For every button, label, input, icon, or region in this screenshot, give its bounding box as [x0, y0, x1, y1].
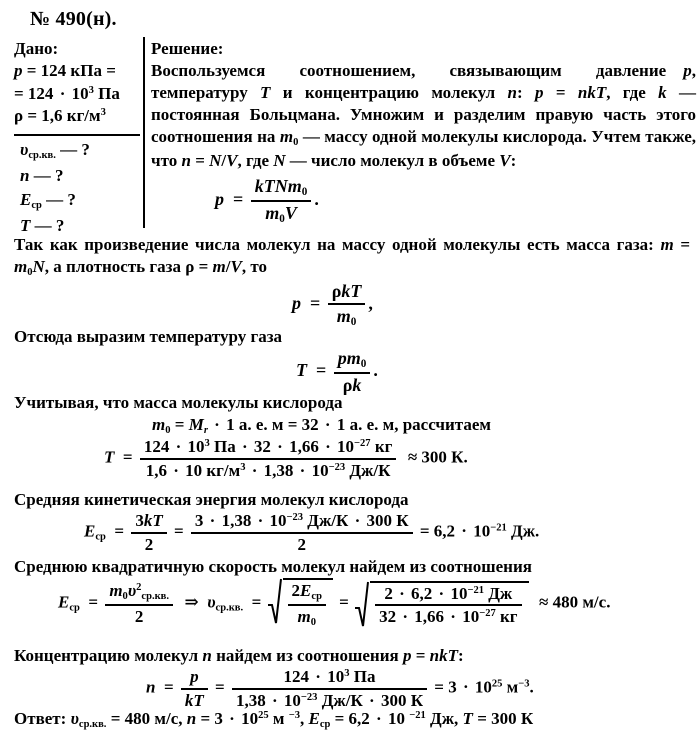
paragraph-oxygen-mass: Учитывая, что масса молекулы кислорода	[14, 393, 343, 412]
formula-mean-energy: $E_{ср}$ = $\frac{3kT}{2}$ = $\frac{3 \cdot 1,38 \cdot 10^{-23} Дж/К \cdot 300 К}{2}$ = $6,2 \cdot 10^{-21}$ Дж.	[84, 511, 540, 554]
formula-concentration: n = $\frac{p}{kT}$ = $\frac{124 \cdot 10^3 Па}{1,38 \cdot 10^{-23} Дж/К \cdot 300 К}$ = $3 \cdot 10^{25}$ $м^{-3}$.	[146, 667, 534, 710]
problem-number: № 490(н).	[30, 8, 117, 30]
find-item-concentration: n — ?	[20, 165, 64, 185]
radical-icon	[268, 578, 282, 624]
given-column	[14, 38, 143, 128]
find-item-energy: $E_{ср}$ — ?	[20, 190, 76, 211]
paragraph-express-temperature: Отсюда выразим температуру газа	[14, 327, 283, 346]
solution-label: Решение:	[151, 39, 224, 58]
paragraph-mass-density: Так как произведение числа молекул на массу одной молекулы есть масса газа: $m = m_0N$, а плотность газа ρ = m/V, то	[14, 235, 690, 279]
given-label: Дано:	[14, 39, 59, 58]
given-divider-rule	[14, 134, 140, 136]
formula-molecule-mass: $m_0 = M_r \cdot 1$ а. е. м = 32 · 1 а. е. м, рассчитаем	[152, 415, 491, 436]
answer-label: Ответ:	[14, 709, 67, 728]
find-item-temperature: T — ?	[20, 215, 65, 235]
find-column	[20, 138, 144, 238]
formula-pressure-density: p = $\frac{\text{ρkT}}{m_0}$ ,	[292, 281, 373, 328]
column-divider	[143, 37, 145, 228]
paragraph-concentration: Концентрацию молекул n найдем из соотношения p = nkT:	[14, 646, 464, 665]
radical-icon	[355, 581, 369, 627]
solution-column	[151, 38, 696, 172]
formula-temperature: T = $\frac{pm_0}{\rho k}$ .	[296, 348, 378, 395]
given-line-pressure: p = 124 кПа =	[14, 61, 116, 81]
answer-line: Ответ: $\upsilon_{ср.кв.} = 480$ м/с, $n = 3 \cdot 10^{25}$ м $^{-3}$, $E_{ср} = 6,2 \cdot 10$ $^{-21}$ Дж, T = 300 К	[14, 709, 534, 730]
paragraph-rms-speed: Среднюю квадратичную скорость молекул найдем из соотношения	[14, 557, 532, 576]
formula-pressure-expanded: p = $\frac{kTNm_0}{m_0V}$ .	[215, 176, 319, 226]
given-line-density: ρ = 1,6 $кг/м^3$	[14, 106, 106, 126]
find-item-speed: $\upsilon_{ср.кв.}$ — ?	[20, 140, 90, 161]
given-line-pressure-cont: = $124 \cdot 10^3$ Па	[14, 83, 120, 103]
solution-intro-paragraph: Воспользуемся соотношением, связывающим давление p, температуру T и концентрацию молекул n: p = nkT, где k — постоянная Больцмана. Умножим и разделим правую часть этого соотношения на $m_0$ — массу одной молекулы кислорода. Учтем также, что n = N/V, где N — число молекул в объеме V:	[151, 61, 697, 171]
formula-temperature-numeric: T = $\frac{124 \cdot 10^3 Па \cdot 32 \cdot 1,66 \cdot 10^{-27} кг}{1,6 \cdot 10 кг/м^3 \cdot 1,38 \cdot 10^{-23} Дж/К}$ ≈ 300 К.	[104, 437, 468, 480]
formula-rms-speed: $E_{ср}$ = $\frac{m_0\upsilon^2_{ср.кв.}}{2}$ ⇒ $\upsilon_{ср.кв.}$ = $\frac{2E_{ср}}{m_0}$ = $\frac{2 \cdot 6,2 \cdot 10^{-21} Дж}{32 \cdot 1,66 \cdot 10^{-27} кг}$ ≈ 480 м/с.	[58, 578, 610, 629]
paragraph-kinetic-energy: Средняя кинетическая энергия молекул кислорода	[14, 490, 409, 509]
